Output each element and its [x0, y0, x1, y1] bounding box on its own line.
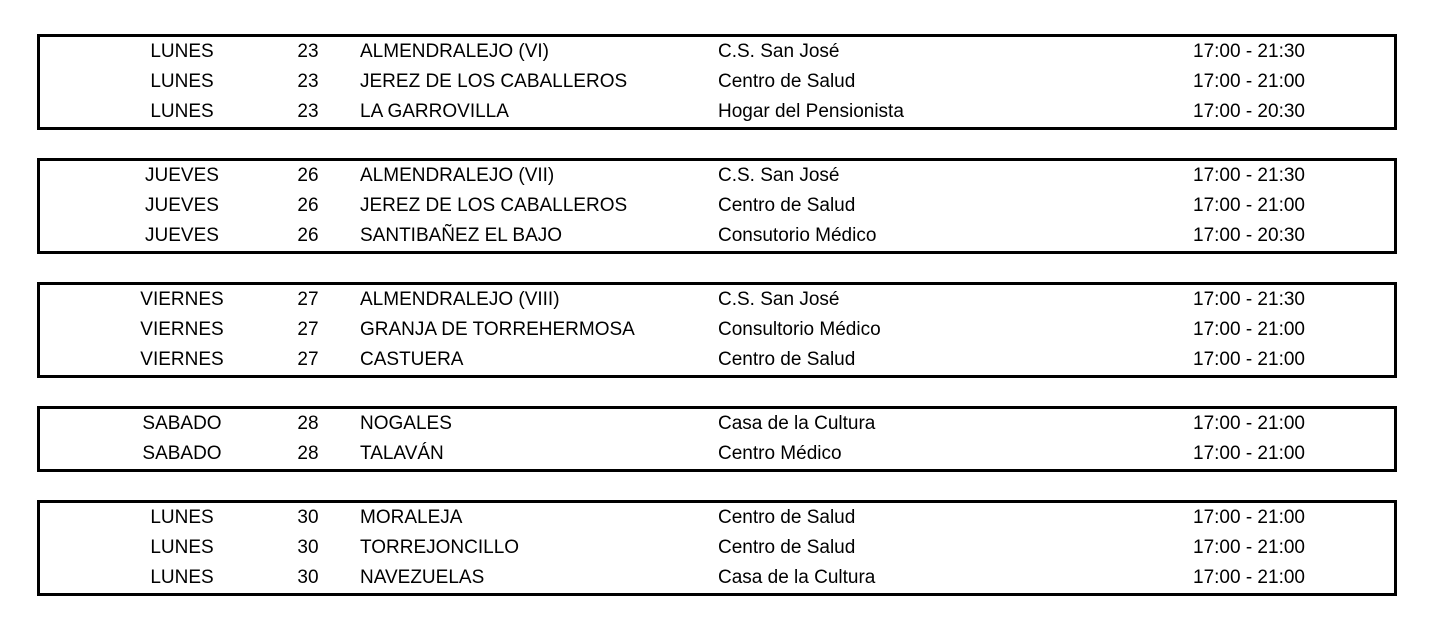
time-cell: 17:00 - 20:30 [1193, 101, 1305, 122]
place-cell: Centro de Salud [718, 537, 856, 558]
schedule-row [40, 97, 1394, 127]
day-cell: JUEVES [145, 195, 219, 216]
day-cell: LUNES [150, 41, 214, 62]
place-cell: Centro Médico [718, 443, 842, 464]
town-cell: CASTUERA [360, 349, 464, 370]
schedule-group-2 [37, 158, 1397, 254]
place-cell: Centro de Salud [718, 195, 856, 216]
schedule-row [40, 37, 1394, 67]
schedule-row [40, 563, 1394, 593]
time-cell: 17:00 - 21:00 [1193, 507, 1305, 528]
town-cell: JEREZ DE LOS CABALLEROS [360, 71, 628, 92]
town-cell: TALAVÁN [360, 443, 444, 464]
day-cell: JUEVES [145, 165, 219, 186]
schedule-row [40, 533, 1394, 563]
date-cell: 23 [297, 71, 319, 92]
place-cell: C.S. San José [718, 289, 840, 310]
town-cell: NAVEZUELAS [360, 567, 485, 588]
date-cell: 23 [297, 101, 319, 122]
place-cell: Consutorio Médico [718, 225, 877, 246]
date-cell: 26 [297, 225, 319, 246]
place-cell: C.S. San José [718, 165, 840, 186]
schedule-row [40, 285, 1394, 315]
schedule-group-3 [37, 282, 1397, 378]
date-cell: 27 [297, 349, 319, 370]
place-cell: Centro de Salud [718, 71, 856, 92]
place-cell: C.S. San José [718, 41, 840, 62]
time-cell: 17:00 - 21:00 [1193, 443, 1305, 464]
town-cell: LA GARROVILLA [360, 101, 509, 122]
time-cell: 17:00 - 21:00 [1193, 71, 1305, 92]
day-cell: VIERNES [140, 349, 224, 370]
date-cell: 30 [297, 567, 319, 588]
schedule-group-4 [37, 406, 1397, 472]
schedule-group-1 [37, 34, 1397, 130]
place-cell: Consultorio Médico [718, 319, 881, 340]
day-cell: SABADO [142, 413, 222, 434]
time-cell: 17:00 - 20:30 [1193, 225, 1305, 246]
date-cell: 30 [297, 507, 319, 528]
time-cell: 17:00 - 21:00 [1193, 319, 1305, 340]
day-cell: LUNES [150, 101, 214, 122]
day-cell: LUNES [150, 507, 214, 528]
time-cell: 17:00 - 21:30 [1193, 289, 1305, 310]
place-cell: Centro de Salud [718, 349, 856, 370]
schedule-row [40, 67, 1394, 97]
time-cell: 17:00 - 21:00 [1193, 567, 1305, 588]
schedule-row [40, 439, 1394, 469]
day-cell: JUEVES [145, 225, 219, 246]
town-cell: NOGALES [360, 413, 452, 434]
time-cell: 17:00 - 21:00 [1193, 195, 1305, 216]
day-cell: LUNES [150, 71, 214, 92]
town-cell: GRANJA DE TORREHERMOSA [360, 319, 635, 340]
schedule-row [40, 409, 1394, 439]
date-cell: 26 [297, 165, 319, 186]
time-cell: 17:00 - 21:30 [1193, 41, 1305, 62]
town-cell: ALMENDRALEJO (VIII) [360, 289, 560, 310]
date-cell: 30 [297, 537, 319, 558]
town-cell: SANTIBAÑEZ EL BAJO [360, 225, 563, 246]
place-cell: Casa de la Cultura [718, 413, 876, 434]
town-cell: TORREJONCILLO [360, 537, 520, 558]
date-cell: 28 [297, 413, 319, 434]
schedule-row [40, 221, 1394, 251]
place-cell: Hogar del Pensionista [718, 101, 904, 122]
schedule-row [40, 191, 1394, 221]
schedule-row [40, 315, 1394, 345]
time-cell: 17:00 - 21:00 [1193, 349, 1305, 370]
schedule-group-5 [37, 500, 1397, 596]
town-cell: JEREZ DE LOS CABALLEROS [360, 195, 628, 216]
place-cell: Casa de la Cultura [718, 567, 876, 588]
schedule-row [40, 503, 1394, 533]
time-cell: 17:00 - 21:00 [1193, 537, 1305, 558]
town-cell: MORALEJA [360, 507, 463, 528]
date-cell: 27 [297, 289, 319, 310]
date-cell: 23 [297, 41, 319, 62]
town-cell: ALMENDRALEJO (VII) [360, 165, 555, 186]
date-cell: 28 [297, 443, 319, 464]
day-cell: LUNES [150, 537, 214, 558]
day-cell: LUNES [150, 567, 214, 588]
schedule-row [40, 161, 1394, 191]
place-cell: Centro de Salud [718, 507, 856, 528]
day-cell: SABADO [142, 443, 222, 464]
time-cell: 17:00 - 21:00 [1193, 413, 1305, 434]
town-cell: ALMENDRALEJO (VI) [360, 41, 549, 62]
schedule-row [40, 345, 1394, 375]
time-cell: 17:00 - 21:30 [1193, 165, 1305, 186]
date-cell: 27 [297, 319, 319, 340]
date-cell: 26 [297, 195, 319, 216]
day-cell: VIERNES [140, 319, 224, 340]
day-cell: VIERNES [140, 289, 224, 310]
